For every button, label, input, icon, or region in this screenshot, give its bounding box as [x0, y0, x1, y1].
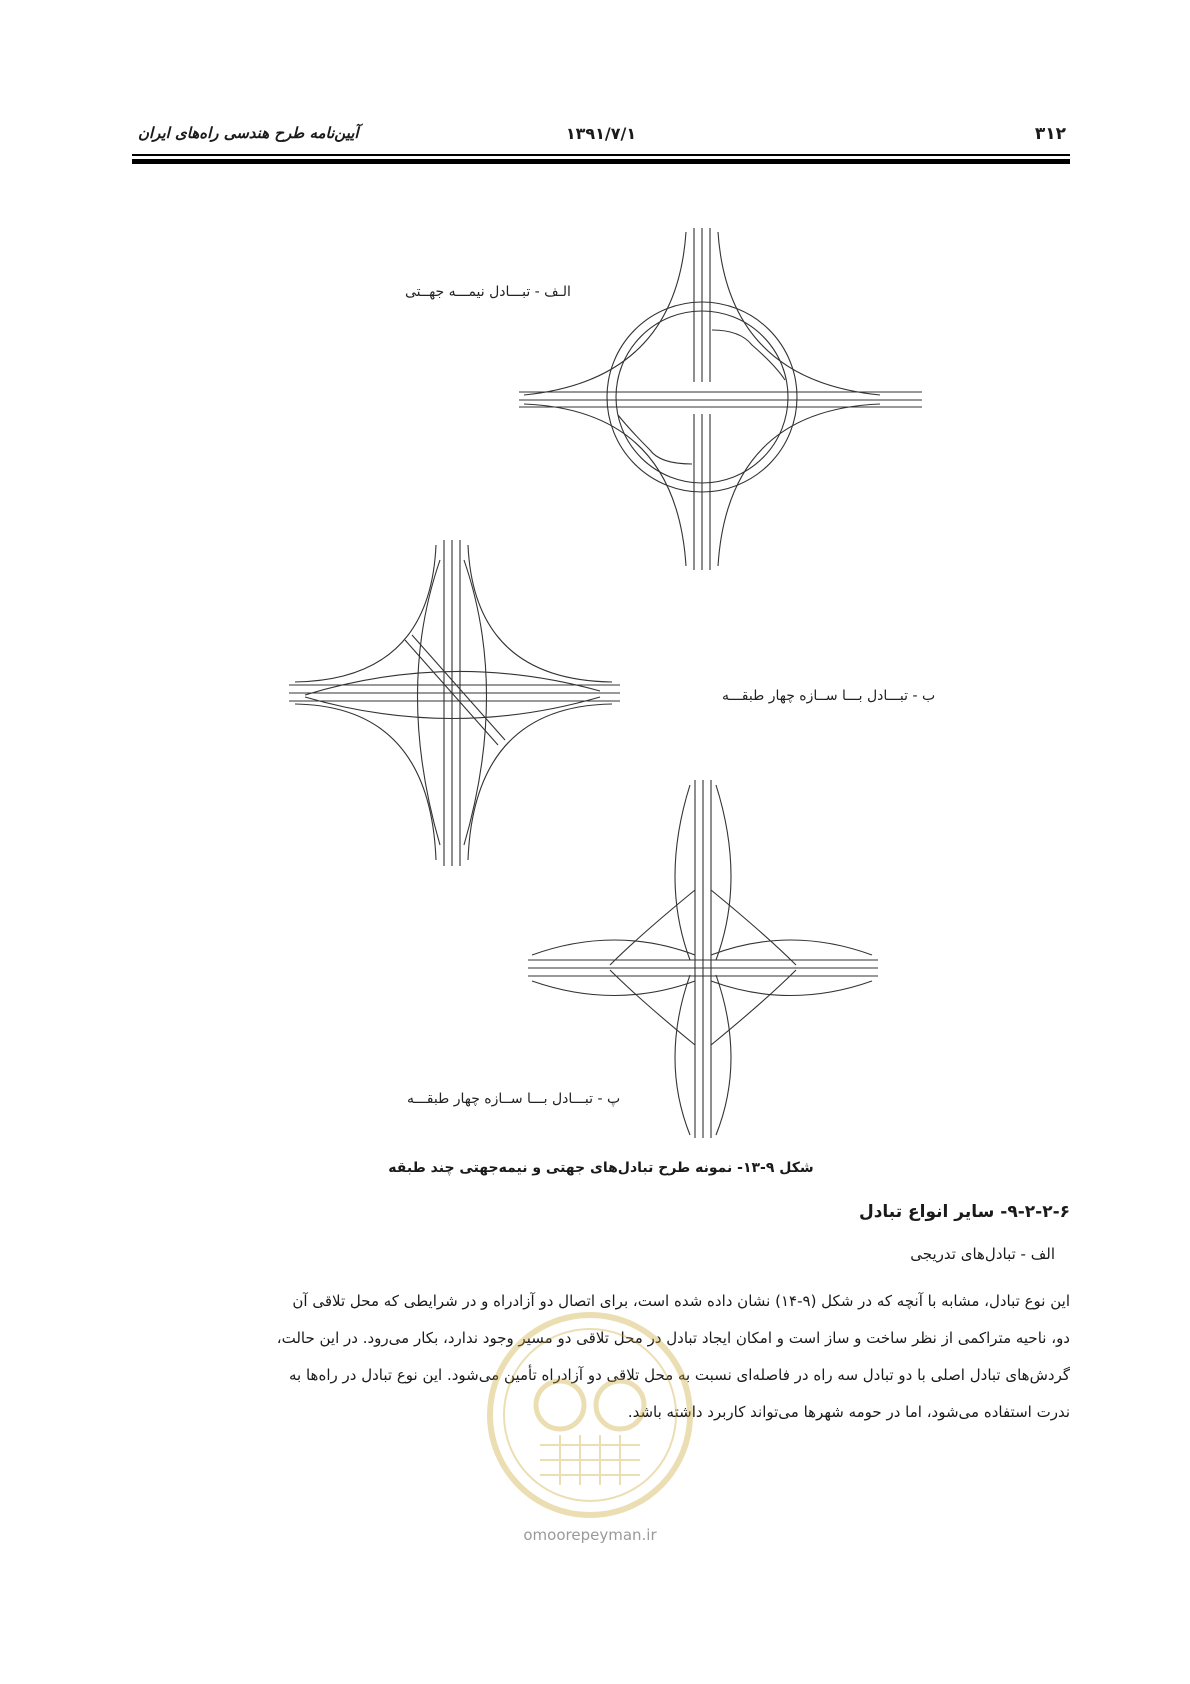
diagram-a-label: الـف - تبـــادل نیمـــه جهــتی [405, 284, 571, 300]
diagram-c-label: پ - تبـــادل بـــا ســازه چهار طبقـــه [407, 1091, 621, 1107]
page-number: ۳۱۲ [1034, 124, 1066, 144]
header-title: آیین‌نامه طرح هندسی راه‌های ایران [138, 124, 359, 142]
section-heading: ۹-۲-۲-۶- سایر انواع تبادل [858, 1202, 1070, 1222]
diagram-b-label: ب - تبـــادل بـــا ســازه چهار طبقـــه [722, 688, 936, 704]
watermark-seal [480, 1305, 700, 1525]
figure-caption: شکل ۹-۱۳- نمونه طرح تبادل‌های جهتی و نیمه‌جهتی چند طبقه [388, 1160, 814, 1176]
paragraph-line: دو، ناحیه متراکمی از نظر ساخت و ساز است و امکان ایجاد تبادل در محل تلاقی دو مسیر وجود ندارد، بکار می‌رود. در این حالت، [276, 1329, 1070, 1347]
watermark-url: omoorepeyman.ir [523, 1526, 657, 1544]
paragraph-line: ندرت استفاده می‌شود، اما در حومه شهرها می‌تواند کاربرد داشته باشد. [627, 1403, 1070, 1421]
section-subheading: الف - تبادل‌های تدریجی [910, 1245, 1055, 1263]
paragraph-line: این نوع تبادل، مشابه با آنچه که در شکل (۹-۱۴) نشان داده شده است، برای اتصال دو آزادراه و در شرایطی که محل تلاقی آن [292, 1292, 1070, 1310]
header-date: ۱۳۹۱/۷/۱ [565, 124, 637, 143]
paragraph-line: گردش‌های تبادل اصلی با دو تبادل سه راه در فاصله‌ای نسبت به محل تلاقی دو آزادراه تأمین می‌شود. این نوع تبادل در راه‌ها به [289, 1366, 1070, 1384]
